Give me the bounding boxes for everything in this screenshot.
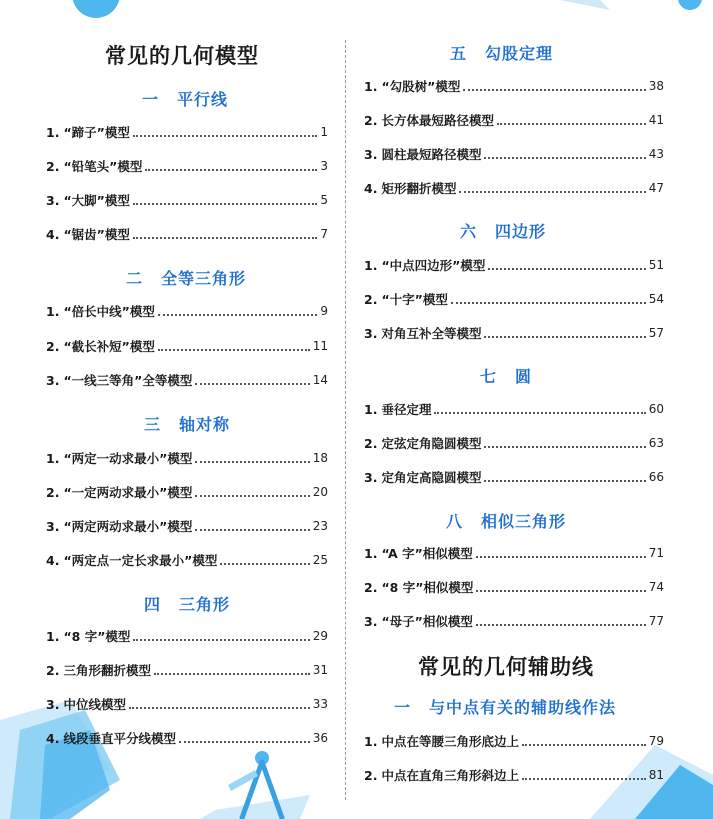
entry-title: “一定两动求最小”模型 — [63, 485, 193, 500]
section-title — [446, 509, 566, 532]
toc-entry[interactable] — [46, 156, 328, 176]
toc-entry[interactable] — [46, 516, 328, 536]
entry-page: 3 — [320, 159, 328, 173]
entry-title: “8 字”模型 — [63, 629, 131, 644]
entry-number: 1. — [364, 78, 378, 94]
entry-page: 33 — [312, 697, 328, 711]
entry-number: 2. — [46, 158, 60, 174]
dot-leader — [497, 122, 646, 125]
entry-number: 2. — [46, 484, 60, 500]
dot-leader — [154, 672, 310, 675]
entry-number: 3. — [46, 518, 60, 534]
dot-leader — [476, 623, 646, 626]
entry-title: 中点在直角三角形斜边上 — [381, 768, 519, 783]
toc-entry[interactable] — [364, 255, 664, 275]
entry-title: 定角定高隐圆模型 — [381, 470, 482, 485]
entry-number: 1. — [46, 450, 60, 466]
section-title — [460, 219, 546, 242]
entry-page: 77 — [648, 614, 664, 628]
dot-leader — [459, 190, 645, 193]
section-label: 与中点有关的辅助线作法 — [429, 698, 617, 717]
section-title — [480, 364, 532, 387]
corner-decoration-top — [0, 0, 713, 30]
section-number: 三 — [144, 415, 162, 434]
toc-entry[interactable] — [46, 626, 328, 646]
dot-leader — [451, 301, 646, 304]
entry-page: 79 — [648, 734, 664, 748]
toc-entry[interactable] — [46, 224, 328, 244]
entry-page: 31 — [312, 663, 328, 677]
entry-number: 1. — [364, 733, 378, 749]
toc-entry[interactable] — [364, 289, 664, 309]
entry-number: 3. — [364, 325, 378, 341]
dot-leader — [195, 494, 309, 497]
entry-page: 51 — [648, 258, 664, 272]
toc-entry[interactable] — [46, 448, 328, 468]
section-number: 一 — [394, 698, 412, 717]
main-title: 常见的几何辅助线 — [418, 655, 594, 679]
entry-number: 2. — [46, 338, 60, 354]
entry-title: “中点四边形”模型 — [381, 258, 486, 273]
main-title: 常见的几何模型 — [105, 44, 259, 68]
dot-leader — [129, 706, 310, 709]
entry-page: 66 — [648, 470, 664, 484]
entry-page: 41 — [648, 113, 664, 127]
entry-page: 47 — [648, 181, 664, 195]
section-number: 七 — [480, 367, 498, 386]
entry-page: 29 — [312, 629, 328, 643]
entry-page: 74 — [648, 580, 664, 594]
section-number: 六 — [460, 222, 478, 241]
entry-page: 14 — [312, 373, 328, 387]
entry-title: “铅笔头”模型 — [63, 159, 143, 174]
entry-title: 中位线模型 — [63, 697, 126, 712]
section-number: 五 — [450, 44, 468, 63]
section-title — [126, 266, 246, 289]
section-title — [144, 412, 230, 435]
dot-leader — [195, 460, 309, 463]
toc-entry[interactable] — [46, 301, 328, 321]
dot-leader — [488, 267, 645, 270]
entry-page: 57 — [648, 326, 664, 340]
entry-page: 81 — [648, 768, 664, 782]
dot-leader — [133, 236, 317, 239]
dot-leader — [133, 202, 317, 205]
entry-number: 1. — [364, 257, 378, 273]
entry-page: 23 — [312, 519, 328, 533]
entry-title: 线段垂直平分线模型 — [63, 731, 176, 746]
entry-title: 三角形翻折模型 — [63, 663, 151, 678]
dot-leader — [158, 313, 317, 316]
entry-page: 60 — [648, 402, 664, 416]
column-divider — [345, 40, 346, 800]
entry-page: 43 — [648, 147, 664, 161]
entry-number: 3. — [364, 469, 378, 485]
entry-page: 18 — [312, 451, 328, 465]
entry-page: 71 — [648, 546, 664, 560]
dot-leader — [476, 589, 645, 592]
dot-leader — [133, 134, 317, 137]
entry-page: 36 — [312, 731, 328, 745]
entry-title: 垂径定理 — [381, 402, 432, 417]
toc-entry[interactable] — [364, 178, 664, 198]
entry-number: 3. — [46, 192, 60, 208]
toc-entry[interactable] — [46, 122, 328, 142]
toc-entry[interactable] — [364, 577, 664, 597]
section-label: 勾股定理 — [485, 44, 554, 63]
toc-entry[interactable] — [364, 611, 664, 631]
entry-title: “蹄子”模型 — [63, 125, 130, 140]
dot-leader — [484, 479, 645, 482]
entry-title: “十字”模型 — [381, 292, 448, 307]
entry-title: 对角互补全等模型 — [381, 326, 482, 341]
entry-number: 1. — [46, 628, 60, 644]
toc-entry[interactable] — [46, 728, 328, 748]
section-label: 相似三角形 — [481, 512, 567, 531]
dot-leader — [133, 638, 309, 641]
toc-entry[interactable] — [46, 694, 328, 714]
section-number: 四 — [144, 595, 162, 614]
entry-title: “两定一动求最小”模型 — [63, 451, 193, 466]
entry-number: 3. — [46, 372, 60, 388]
entry-page: 63 — [648, 436, 664, 450]
toc-entry[interactable] — [364, 731, 664, 751]
dot-leader — [522, 777, 646, 780]
entry-page: 11 — [312, 339, 328, 353]
section-label: 四边形 — [495, 222, 547, 241]
section-number: 一 — [142, 90, 160, 109]
dot-leader — [476, 555, 646, 558]
entry-number: 3. — [46, 696, 60, 712]
section-label: 平行线 — [177, 90, 229, 109]
entry-title: 圆柱最短路径模型 — [381, 147, 482, 162]
entry-number: 2. — [364, 112, 378, 128]
entry-title: 中点在等腰三角形底边上 — [381, 734, 519, 749]
toc-entry[interactable] — [364, 543, 664, 563]
section-title — [394, 695, 616, 718]
entry-title: “A 字”相似模型 — [381, 546, 473, 561]
entry-number: 1. — [364, 401, 378, 417]
toc-entry[interactable] — [46, 550, 328, 570]
entry-number: 4. — [46, 730, 60, 746]
dot-leader — [434, 411, 645, 414]
entry-title: “倍长中线”模型 — [63, 304, 155, 319]
entry-number: 3. — [364, 613, 378, 629]
entry-page: 1 — [320, 125, 328, 139]
entry-page: 5 — [320, 193, 328, 207]
toc-entry[interactable] — [46, 190, 328, 210]
corner-decoration-bottom-left — [0, 700, 345, 819]
section-title — [142, 87, 228, 110]
toc-entry[interactable] — [364, 110, 664, 130]
dot-leader — [179, 740, 310, 743]
dot-leader — [463, 88, 645, 91]
dot-leader — [195, 528, 309, 531]
entry-title: “一线三等角”全等模型 — [63, 373, 193, 388]
section-title — [144, 592, 230, 615]
entry-title: “锯齿”模型 — [63, 227, 130, 242]
toc-entry[interactable] — [364, 467, 664, 487]
section-label: 全等三角形 — [161, 269, 247, 288]
section-label: 圆 — [515, 367, 533, 386]
toc-entry[interactable] — [364, 765, 664, 785]
entry-number: 2. — [46, 662, 60, 678]
dot-leader — [522, 743, 646, 746]
entry-page: 7 — [320, 227, 328, 241]
toc-entry[interactable] — [46, 336, 328, 356]
entry-number: 4. — [364, 180, 378, 196]
entry-page: 25 — [312, 553, 328, 567]
dot-leader — [158, 348, 310, 351]
entry-title: “8 字”相似模型 — [381, 580, 474, 595]
entry-page: 54 — [648, 292, 664, 306]
section-label: 三角形 — [179, 595, 231, 614]
entry-number: 4. — [46, 226, 60, 242]
entry-title: “母子”相似模型 — [381, 614, 473, 629]
entry-number: 2. — [364, 767, 378, 783]
toc-entry[interactable] — [364, 433, 664, 453]
entry-title: 矩形翻折模型 — [381, 181, 457, 196]
toc-entry[interactable] — [364, 144, 664, 164]
dot-leader — [484, 445, 645, 448]
dot-leader — [484, 335, 645, 338]
entry-title: “两定点一定长求最小”模型 — [63, 553, 218, 568]
entry-title: “截长补短”模型 — [63, 339, 155, 354]
toc-entry[interactable] — [364, 76, 664, 96]
entry-number: 2. — [364, 435, 378, 451]
entry-title: “两定两动求最小”模型 — [63, 519, 193, 534]
section-number: 八 — [446, 512, 464, 531]
entry-number: 1. — [364, 545, 378, 561]
entry-title: 长方体最短路径模型 — [381, 113, 494, 128]
entry-number: 1. — [46, 303, 60, 319]
entry-page: 9 — [320, 304, 328, 318]
entry-number: 3. — [364, 146, 378, 162]
toc-entry[interactable] — [364, 323, 664, 343]
entry-number: 2. — [364, 291, 378, 307]
section-number: 二 — [126, 269, 144, 288]
toc-entry[interactable] — [46, 482, 328, 502]
entry-number: 2. — [364, 579, 378, 595]
toc-entry[interactable] — [46, 370, 328, 390]
dot-leader — [484, 156, 645, 159]
section-title — [450, 41, 553, 64]
section-label: 轴对称 — [179, 415, 231, 434]
entry-title: 定弦定角隐圆模型 — [381, 436, 482, 451]
entry-title: “勾股树”模型 — [381, 79, 461, 94]
entry-page: 38 — [648, 79, 664, 93]
entry-number: 4. — [46, 552, 60, 568]
entry-page: 20 — [312, 485, 328, 499]
entry-title: “大脚”模型 — [63, 193, 130, 208]
entry-number: 1. — [46, 124, 60, 140]
dot-leader — [195, 382, 309, 385]
dot-leader — [220, 562, 309, 565]
dot-leader — [145, 168, 317, 171]
toc-entry[interactable] — [364, 399, 664, 419]
toc-entry[interactable] — [46, 660, 328, 680]
